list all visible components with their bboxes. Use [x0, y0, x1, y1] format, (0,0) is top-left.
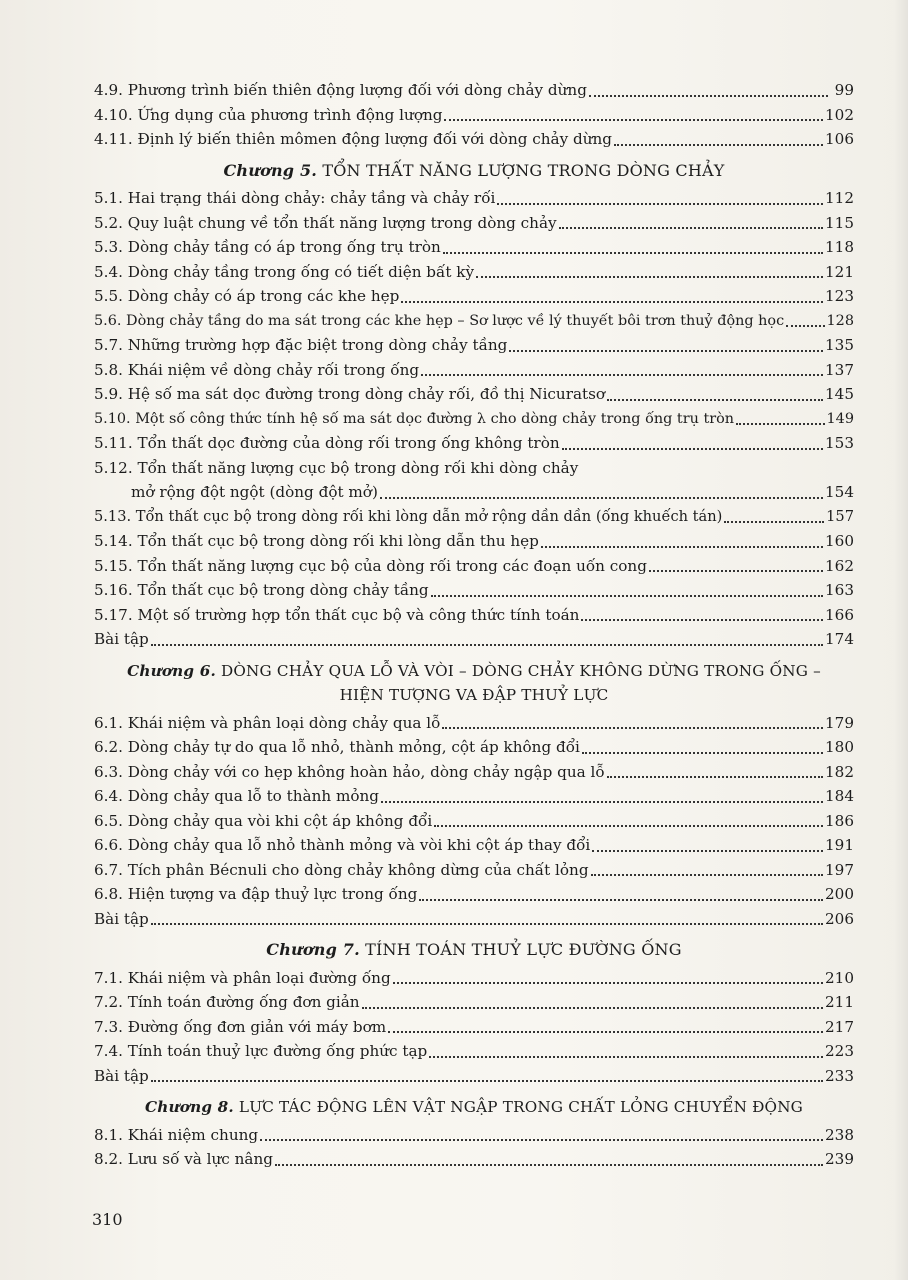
- dot-leader: [401, 301, 823, 303]
- toc-entry: [94, 358, 854, 383]
- toc-entry-page: 238: [825, 1125, 854, 1144]
- toc-entry: [94, 1039, 854, 1064]
- toc-entry: [94, 603, 854, 628]
- table-of-contents: [94, 78, 854, 1172]
- dot-leader: [275, 1164, 823, 1166]
- chapter-label: Chương 7.: [266, 940, 360, 959]
- chapter-title: LỰC TÁC ĐỘNG LÊN VẬT NGẬP TRONG CHẤT LỎNG CHUYỂN ĐỘNG: [238, 1098, 804, 1116]
- toc-entry: [94, 966, 854, 991]
- toc-entry-title: 6.1. Khái niệm và phân loại dòng chảy qua lỗ: [94, 713, 441, 732]
- toc-entry-page: 200: [825, 885, 854, 903]
- page-edge-shadow: [894, 0, 908, 1280]
- dot-leader: [614, 144, 823, 146]
- toc-entry-title: 4.10. Ứng dụng của phương trình động lượng: [94, 105, 443, 124]
- dot-leader: [442, 727, 823, 729]
- dot-leader: [443, 252, 823, 254]
- dot-leader: [581, 619, 823, 621]
- toc-entry-title: 5.3. Dòng chảy tầng có áp trong ống trụ tròn: [94, 238, 441, 256]
- dot-leader: [421, 374, 823, 376]
- dot-leader: [444, 119, 823, 121]
- dot-leader: [591, 874, 823, 876]
- dot-leader: [589, 95, 828, 97]
- toc-entry-title: 6.7. Tích phân Bécnuli cho dòng chảy không dừng của chất lỏng: [94, 860, 589, 879]
- toc-entry: [94, 127, 854, 152]
- toc-entry-title: Bài tập: [94, 1066, 149, 1085]
- toc-entry: [94, 784, 854, 809]
- toc-entry-page: 163: [825, 581, 854, 599]
- toc-entry-page: 137: [825, 360, 854, 379]
- toc-entry-page: 210: [825, 968, 854, 987]
- toc-entry-page: 154: [825, 483, 854, 501]
- dot-leader: [429, 1056, 823, 1058]
- dot-leader: [381, 801, 823, 803]
- toc-entry-page: 180: [825, 738, 854, 756]
- dot-leader: [260, 1139, 823, 1141]
- toc-entry-page: 233: [825, 1066, 854, 1085]
- dot-leader: [559, 227, 823, 229]
- toc-entry-title: 5.14. Tổn thất cục bộ trong dòng rối khi lòng dẫn thu hẹp: [94, 532, 539, 550]
- toc-entry-title: 5.6. Dòng chảy tầng do ma sát trong các khe hẹp – Sơ lược về lý thuyết bôi trơn thuỷ động học: [94, 312, 785, 329]
- toc-entry-line2-row: [94, 480, 854, 505]
- dot-leader: [607, 776, 823, 778]
- toc-entry-page: 157: [826, 507, 854, 525]
- toc-entry: [94, 1064, 854, 1089]
- toc-entry: [94, 382, 854, 407]
- toc-entry-title: Bài tập: [94, 909, 149, 928]
- chapter-label: Chương 6.: [127, 661, 216, 680]
- toc-entry-page: 145: [825, 385, 854, 403]
- toc-entry-title: 5.9. Hệ số ma sát dọc đường trong dòng chảy rối, đồ thị Nicuratsơ: [94, 385, 606, 403]
- toc-entry-title: 4.11. Định lý biến thiên mômen động lượng đối với dòng chảy dừng: [94, 130, 613, 148]
- dot-leader: [562, 448, 823, 450]
- dot-leader: [393, 982, 823, 984]
- dot-leader: [736, 423, 824, 425]
- chapter-heading-6: [94, 652, 854, 711]
- dot-leader: [649, 570, 823, 572]
- toc-entry-page: 191: [825, 836, 854, 854]
- toc-entry-title: 5.2. Quy luật chung về tổn thất năng lượng trong dòng chảy: [94, 213, 557, 232]
- toc-entry-multiline: [94, 456, 854, 505]
- toc-entry-page: 186: [825, 811, 854, 830]
- toc-entry-page: 211: [825, 993, 854, 1011]
- toc-entry-title: 4.9. Phương trình biến thiên động lượng đối với dòng chảy dừng: [94, 81, 587, 99]
- toc-entry: [94, 1123, 854, 1148]
- toc-entry: [94, 309, 854, 334]
- toc-entry: [94, 735, 854, 760]
- toc-entry-title: 7.1. Khái niệm và phân loại đường ống: [94, 968, 391, 987]
- toc-entry-page: 182: [825, 762, 854, 781]
- chapter-title: TÍNH TOÁN THUỶ LỰC ĐƯỜNG ỐNG: [365, 940, 682, 959]
- toc-entry-page: 166: [825, 605, 854, 624]
- toc-entry-title: 8.1. Khái niệm chung: [94, 1125, 259, 1144]
- toc-entry-title-line1: 5.12. Tổn thất năng lượng cục bộ trong dòng rối khi dòng chảy: [94, 458, 579, 477]
- toc-entry: [94, 235, 854, 260]
- toc-entry: [94, 907, 854, 932]
- toc-entry-page: 174: [825, 630, 854, 648]
- toc-entry-page: 179: [825, 713, 854, 732]
- toc-entry-page: 121: [825, 262, 854, 281]
- toc-entry-page: 162: [825, 556, 854, 575]
- toc-entry-title: 6.4. Dòng chảy qua lỗ to thành mỏng: [94, 787, 380, 805]
- dot-leader: [434, 825, 823, 827]
- chapter-heading-line1: [94, 659, 854, 684]
- toc-entry-page: 106: [825, 130, 854, 148]
- toc-entry: [94, 1015, 854, 1040]
- toc-entry-page: 112: [825, 189, 854, 207]
- toc-entry-title: 5.7. Những trường hợp đặc biệt trong dòng chảy tầng: [94, 336, 508, 354]
- dot-leader: [476, 276, 823, 278]
- toc-entry: [94, 103, 854, 128]
- dot-leader: [509, 350, 823, 352]
- toc-entry: [94, 760, 854, 785]
- toc-entry: [94, 260, 854, 285]
- dot-leader: [541, 546, 823, 548]
- chapter-title: TỔN THẤT NĂNG LƯỢNG TRONG DÒNG CHẢY: [322, 160, 725, 180]
- toc-entry: [94, 858, 854, 883]
- dot-leader: [592, 850, 823, 852]
- toc-entry: [94, 186, 854, 211]
- toc-entry-title: 7.3. Đường ống đơn giản với máy bơm: [94, 1017, 387, 1036]
- chapter-title: DÒNG CHẢY QUA LỖ VÀ VÒI – DÒNG CHẢY KHÔNG DỪNG TRONG ỐNG –: [221, 661, 821, 680]
- toc-entry: [94, 554, 854, 579]
- toc-entry-title: 5.10. Một số công thức tính hệ số ma sát dọc đường λ cho dòng chảy trong ống trụ tròn: [94, 410, 735, 427]
- page-number: 310: [92, 1210, 123, 1229]
- toc-entry-page: 123: [825, 287, 854, 305]
- dot-leader: [151, 923, 823, 925]
- toc-entry-page: 184: [825, 787, 854, 805]
- toc-entry-title: 6.6. Dòng chảy qua lỗ nhỏ thành mỏng và vòi khi cột áp thay đổi: [94, 836, 591, 854]
- toc-entry-title: 5.1. Hai trạng thái dòng chảy: chảy tầng và chảy rối: [94, 189, 496, 207]
- toc-entry-title: 7.2. Tính toán đường ống đơn giản: [94, 993, 360, 1011]
- toc-entry-page: 115: [825, 213, 854, 232]
- chapter-title-line2: HIỆN TƯỢNG VA ĐẬP THUỶ LỰC: [339, 686, 609, 704]
- toc-entry-page: 223: [825, 1042, 854, 1060]
- toc-entry-page: 118: [825, 238, 854, 256]
- chapter-heading-7: [94, 931, 854, 966]
- toc-entry-page: 128: [826, 312, 854, 329]
- toc-entry-title: 6.3. Dòng chảy với co hẹp không hoàn hảo, dòng chảy ngập qua lỗ: [94, 762, 605, 781]
- chapter-label: Chương 5.: [223, 160, 318, 180]
- toc-entry-title: 5.13. Tổn thất cục bộ trong dòng rối khi lòng dẫn mở rộng dần dần (ống khuếch tán): [94, 507, 723, 525]
- toc-entry: [94, 833, 854, 858]
- dot-leader: [431, 595, 823, 597]
- toc-entry: [94, 1147, 854, 1172]
- toc-entry-title: 5.11. Tổn thất dọc đường của dòng rối trong ống không tròn: [94, 434, 560, 452]
- toc-entry-page: 239: [825, 1150, 854, 1168]
- toc-entry: [94, 529, 854, 554]
- toc-entry-title: 8.2. Lưu số và lực nâng: [94, 1150, 273, 1168]
- toc-entry-page: 135: [825, 336, 854, 354]
- toc-entry-page: 153: [825, 434, 854, 452]
- toc-entry-page: 217: [825, 1017, 854, 1036]
- toc-entry: [94, 211, 854, 236]
- toc-entry-title-line2: mở rộng đột ngột (dòng đột mở): [131, 483, 378, 501]
- toc-entry: [94, 78, 854, 103]
- dot-leader: [497, 203, 823, 205]
- chapter-heading-8: [94, 1088, 854, 1123]
- dot-leader: [724, 521, 824, 523]
- toc-entry: [94, 809, 854, 834]
- toc-entry-page: 149: [826, 410, 854, 427]
- chapter-heading-5: [94, 152, 854, 187]
- toc-entry: [94, 627, 854, 652]
- dot-leader: [362, 1007, 823, 1009]
- dot-leader: [419, 899, 823, 901]
- toc-entry-title: 5.15. Tổn thất năng lượng cục bộ của dòng rối trong các đoạn uốn cong: [94, 556, 647, 575]
- toc-entry-title: Bài tập: [94, 630, 149, 648]
- dot-leader: [582, 752, 823, 754]
- toc-entry: [94, 505, 854, 530]
- toc-entry: [94, 407, 854, 432]
- chapter-label: Chương 8.: [144, 1098, 234, 1116]
- toc-entry: [94, 882, 854, 907]
- toc-entry-title: 7.4. Tính toán thuỷ lực đường ống phức tạp: [94, 1042, 428, 1060]
- dot-leader: [151, 644, 823, 646]
- toc-entry-page: 102: [825, 105, 854, 124]
- toc-entry-title: 5.16. Tổn thất cục bộ trong dòng chảy tầng: [94, 581, 429, 599]
- toc-entry-title: 5.17. Một số trường hợp tổn thất cục bộ và công thức tính toán: [94, 605, 580, 624]
- dot-leader: [151, 1080, 823, 1082]
- toc-entry-page: 197: [825, 860, 854, 879]
- toc-entry-page: 206: [825, 909, 854, 928]
- dot-leader: [786, 325, 824, 327]
- toc-entry-title: 6.5. Dòng chảy qua vòi khi cột áp không đổi: [94, 811, 433, 830]
- dot-leader: [388, 1031, 823, 1033]
- dot-leader: [380, 497, 823, 499]
- toc-entry: [94, 990, 854, 1015]
- toc-entry-title: 5.4. Dòng chảy tầng trong ống có tiết diện bất kỳ: [94, 262, 475, 281]
- toc-entry-title: 5.5. Dòng chảy có áp trong các khe hẹp: [94, 287, 400, 305]
- toc-entry: [94, 578, 854, 603]
- toc-entry-page: 99: [834, 81, 854, 99]
- dot-leader: [607, 399, 823, 401]
- toc-entry-title: 5.8. Khái niệm về dòng chảy rối trong ống: [94, 360, 420, 379]
- toc-entry-page: 160: [825, 532, 854, 550]
- toc-entry: [94, 284, 854, 309]
- toc-entry-title: 6.8. Hiện tượng va đập thuỷ lực trong ống: [94, 885, 418, 903]
- toc-entry-title: 6.2. Dòng chảy tự do qua lỗ nhỏ, thành mỏng, cột áp không đổi: [94, 738, 580, 756]
- toc-entry: [94, 711, 854, 736]
- toc-entry: [94, 333, 854, 358]
- toc-entry: [94, 431, 854, 456]
